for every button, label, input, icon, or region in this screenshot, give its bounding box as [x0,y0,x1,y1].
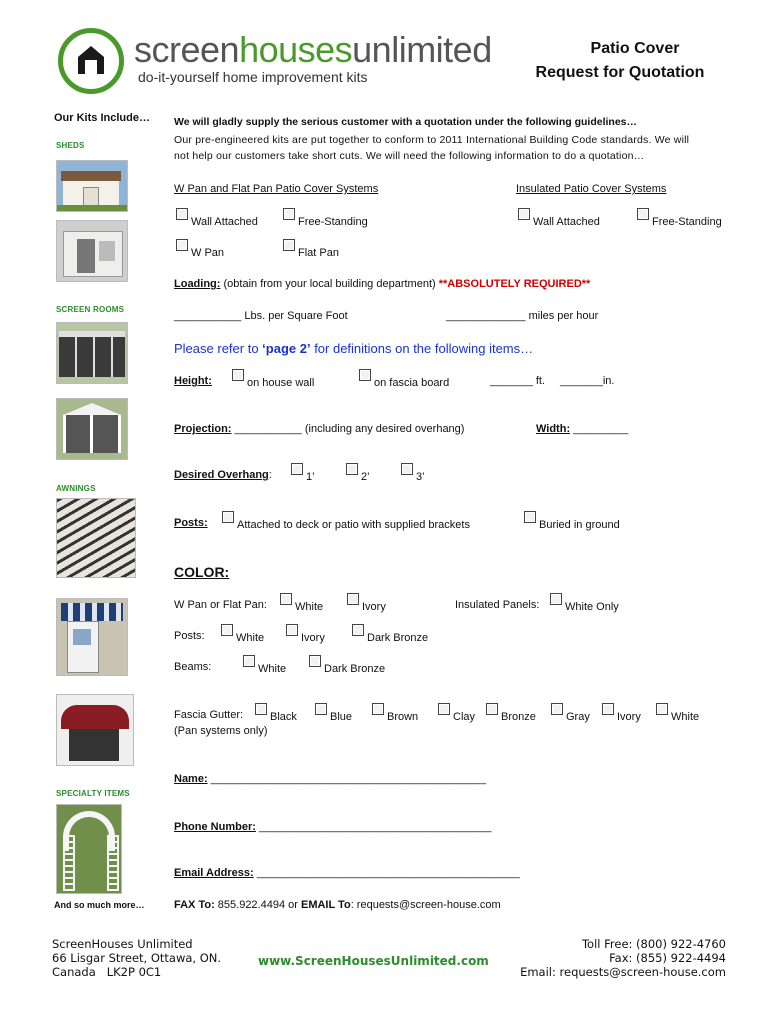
height-in-field[interactable]: _______in. [560,375,615,387]
option-label: Free-Standing [298,216,368,228]
page-title-line1: Patio Cover [590,40,680,57]
option-label: Bronze [501,711,536,723]
option-gutter-gray[interactable] [551,703,590,723]
option-label: Free-Standing [652,216,722,228]
color-wpan-label: W Pan or Flat Pan: [174,599,267,611]
sidebar-label-screen-rooms: SCREEN ROOMS [56,305,125,314]
option-ins-white-only[interactable] [550,593,619,613]
option-label: Wall Attached [533,216,600,228]
height-label: Height: [174,375,212,387]
footer-website-link[interactable]: www.ScreenHousesUnlimited.com [258,954,489,968]
color-posts-label: Posts: [174,630,205,642]
logo-word-screen: screen [134,29,240,70]
projection-row[interactable] [174,423,464,435]
option-label: Ivory [617,711,641,723]
option-label: 3’ [416,471,425,483]
awning-image-1 [56,498,136,578]
option-gutter-ivory[interactable] [602,703,641,723]
color-fascia-note: (Pan systems only) [174,725,268,737]
option-label: White [236,632,265,644]
house-icon [77,45,105,75]
footer-company: ScreenHouses Unlimited [52,937,193,951]
checkbox[interactable] [232,369,244,381]
wpan-heading: W Pan and Flat Pan Patio Cover Systems [174,183,379,195]
option-label: 2’ [361,471,370,483]
intro-line1: Our pre-engineered kits are put together to conform to 2011 International Building Code standards. We will [174,134,690,146]
option-label: W Pan [191,247,225,259]
phone-field[interactable] [174,821,491,833]
option-gutter-clay[interactable] [438,703,476,723]
sidebar-label-specialty: SPECIALTY ITEMS [56,789,130,798]
checkbox[interactable] [401,463,413,475]
width-value: _________ [570,423,629,435]
option-label: 1’ [306,471,315,483]
overhang-colon: : [268,469,272,481]
option-gutter-brown[interactable] [372,703,419,723]
loading-label: Loading: [174,278,221,290]
option-overhang-1[interactable] [291,463,315,483]
option-gutter-white[interactable] [656,703,700,723]
refer-post: for definitions on the following items… [310,341,534,356]
checkbox[interactable] [291,463,303,475]
checkbox[interactable] [283,239,295,251]
option-label: Black [270,711,297,723]
option-label: Blue [330,711,353,723]
checkbox[interactable] [315,703,327,715]
fax-label: FAX To: [174,899,215,911]
width-label: Width: [536,423,571,435]
option-label: Gray [566,711,590,723]
projection-value: ___________ (including any desired overhang) [231,423,465,435]
fax-email-row [174,899,501,911]
option-gutter-black[interactable] [255,703,297,723]
option-wpan-ivory[interactable] [347,593,386,613]
shed-image-2 [56,220,128,282]
intro-bold: We will gladly supply the serious customer with a quotation under the following guidelines… [174,116,638,128]
option-ins-free-standing[interactable] [637,208,722,228]
checkbox[interactable] [280,593,292,605]
option-label: Ivory [362,601,386,613]
projection-label: Projection: [174,423,232,435]
loading-note: (obtain from your local building department) [223,278,436,290]
logo-word-houses: houses [239,29,353,70]
logo-mark [58,28,124,94]
logo-word-unlimited: unlimited [352,29,492,70]
checkbox[interactable] [551,703,563,715]
email-to-label: EMAIL To [300,899,351,911]
color-heading: COLOR: [174,564,230,580]
phone-line: ______________________________________ [255,821,492,833]
checkbox[interactable] [602,703,614,715]
checkbox[interactable] [637,208,649,220]
checkbox[interactable] [347,593,359,605]
screen-room-image-1 [56,322,128,384]
email-label: Email Address: [174,867,254,879]
page-title-line2: Request for Quotation [535,64,705,81]
checkbox[interactable] [283,208,295,220]
name-field[interactable] [174,773,486,785]
loading-lbs-field[interactable]: ___________ Lbs. per Square Foot [174,310,348,322]
option-label: on fascia board [374,377,450,389]
option-wall-attached[interactable] [176,208,258,228]
overhang-label-row [174,469,272,481]
checkbox[interactable] [309,655,321,667]
option-beams-white[interactable] [243,655,287,675]
option-on-house-wall[interactable] [232,369,315,389]
checkbox[interactable] [286,624,298,636]
awning-image-3 [56,694,134,766]
checkbox[interactable] [486,703,498,715]
sidebar-label-awnings: AWNINGS [56,484,96,493]
option-posts-buried[interactable] [524,511,620,531]
option-label: Buried in ground [539,519,620,531]
logo-tagline: do-it-yourself home improvement kits [138,69,368,85]
checkbox[interactable] [524,511,536,523]
option-label: Attached to deck or patio with supplied brackets [237,519,470,531]
screen-room-image-2 [56,398,128,460]
option-beams-dark-bronze[interactable] [309,655,386,675]
option-label: Dark Bronze [324,663,386,675]
loading-required: **ABSOLUTELY REQUIRED** [438,278,591,290]
option-gutter-bronze[interactable] [486,703,536,723]
option-overhang-2[interactable] [346,463,370,483]
awning-image-2 [56,598,128,676]
refer-pre: Please refer to [174,341,263,356]
insulated-heading: Insulated Patio Cover Systems [516,183,667,195]
footer-fax: Fax: (855) 922-4494 [609,951,726,965]
width-row[interactable] [536,423,628,435]
option-posts-white[interactable] [221,624,265,644]
option-w-pan[interactable] [176,239,225,259]
checkbox[interactable] [346,463,358,475]
option-label: on house wall [247,377,315,389]
specialty-arbor-image [56,804,122,894]
footer-email-link[interactable]: Email: requests@screen-house.com [520,965,726,979]
option-label: Clay [453,711,476,723]
option-flat-pan[interactable] [283,239,339,259]
logo-wordmark [134,30,492,70]
option-overhang-3[interactable] [401,463,425,483]
checkbox[interactable] [243,655,255,667]
footer-street: 66 Lisgar Street, Ottawa, ON. [52,951,222,965]
checkbox[interactable] [255,703,267,715]
option-label: White [258,663,287,675]
email-field[interactable] [174,867,520,879]
option-free-standing[interactable] [283,208,368,228]
option-gutter-blue[interactable] [315,703,353,723]
height-ft-field[interactable]: _______ ft. [490,375,546,387]
option-on-fascia-board[interactable] [359,369,450,389]
option-label: Wall Attached [191,216,258,228]
color-beams-label: Beams: [174,661,212,673]
option-label: White Only [565,601,619,613]
option-label: White [295,601,324,613]
checkbox[interactable] [359,369,371,381]
option-wpan-white[interactable] [280,593,324,613]
email-line: ___________________________________________ [253,867,520,879]
footer-country: Canada LK2P 0C1 [52,965,162,979]
overhang-label: Desired Overhang [174,469,269,481]
checkbox[interactable] [176,208,188,220]
fax-value: 855.922.4494 or [214,899,301,911]
footer-tollfree: Toll Free: (800) 922-4760 [581,937,726,951]
option-posts-dark-bronze[interactable] [352,624,429,644]
refer-link[interactable] [174,341,533,356]
option-label: Dark Bronze [367,632,429,644]
checkbox[interactable] [438,703,450,715]
option-label: Ivory [301,632,325,644]
posts-label: Posts: [174,517,208,529]
shed-image-1 [56,160,128,212]
option-label: Flat Pan [298,247,339,259]
checkbox[interactable] [656,703,668,715]
loading-row [174,278,590,290]
checkbox[interactable] [372,703,384,715]
option-ins-wall-attached[interactable] [518,208,600,228]
checkbox[interactable] [352,624,364,636]
loading-mph-field[interactable]: _____________ miles per hour [446,310,599,322]
checkbox[interactable] [550,593,562,605]
intro-line2: not help our customers take short cuts. We will need the following information to do a quotation… [174,150,645,162]
color-fascia-label: Fascia Gutter: [174,709,244,721]
option-posts-attached[interactable] [222,511,470,531]
checkbox[interactable] [221,624,233,636]
name-line: _____________________________________________ [207,773,486,785]
name-label: Name: [174,773,208,785]
color-ins-label: Insulated Panels: [455,599,540,611]
checkbox[interactable] [222,511,234,523]
option-posts-ivory[interactable] [286,624,325,644]
sidebar-label-sheds: SHEDS [56,141,85,150]
option-label: Brown [387,711,419,723]
email-to-value: : requests@screen-house.com [350,899,501,911]
option-label: White [671,711,700,723]
sidebar-more: And so much more… [54,900,145,910]
sidebar-heading: Our Kits Include… [54,112,150,124]
checkbox[interactable] [176,239,188,251]
phone-label: Phone Number: [174,821,256,833]
checkbox[interactable] [518,208,530,220]
refer-page: ‘page 2’ [262,341,311,356]
